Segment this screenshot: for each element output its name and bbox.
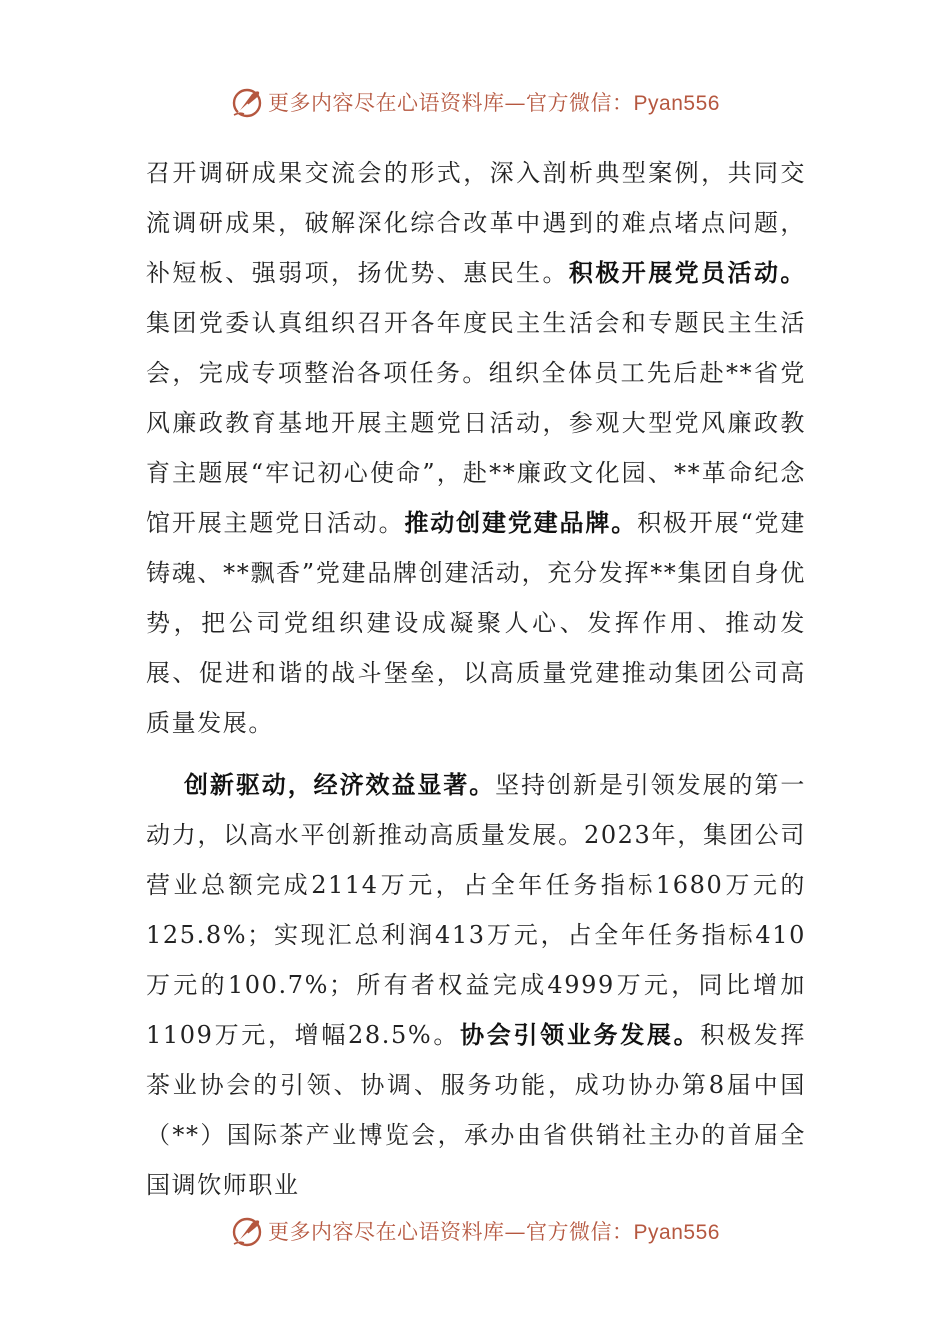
header-wechat-id: Pyan556 [633, 92, 720, 115]
paragraph-party-building [146, 148, 806, 748]
p2-text-1: 坚持创新是引领发展的第一动力，以高水平创新推动高质量发展。2023年，集团公司营业总额完成2114万元，占全年任务指标1680万元的125.8%；实现汇总利润413万元，占全年任务指标410万元的100.7%；所有者权益完成4999万元，同比增加1109万元，增幅28.5%。 [146, 771, 807, 1049]
paragraph-innovation [146, 760, 806, 1210]
header-banner-cn: 更多内容尽在心语资料库—官方微信： [268, 91, 634, 115]
quill-pen-circle-icon [230, 85, 264, 119]
header-banner-text [268, 87, 720, 117]
footer-banner-text [268, 1216, 720, 1246]
footer-wechat-id: Pyan556 [633, 1221, 720, 1244]
header-banner [0, 82, 950, 122]
quill-pen-circle-icon [230, 1214, 264, 1248]
p2-text-2: 积极发挥茶业协会的引领、协调、服务功能，成功协办第8届中国（**）国际茶产业博览会，承办由省供销社主办的首届全国调饮师职业 [146, 1021, 807, 1199]
p1-heading-member-activities: 积极开展党员活动。 [568, 258, 806, 287]
footer-banner [0, 1211, 950, 1251]
document-body [146, 148, 806, 1210]
p1-text-2: 集团党委认真组织召开各年度民主生活会和专题民主生活会，完成专项整治各项任务。组织全体员工先后赴**省党风廉政教育基地开展主题党日活动，参观大型党风廉政教育主题展“牢记初心使命”，赴**廉政文化园、**革命纪念馆开展主题党日活动。 [146, 309, 806, 537]
p1-text-3: 积极开展“党建铸魂、**飘香”党建品牌创建活动，充分发挥**集团自身优势，把公司党组织建设成凝聚人心、发挥作用、推动发展、促进和谐的战斗堡垒，以高质量党建推动集团公司高质量发展。 [146, 509, 806, 737]
p2-heading-association: 协会引领业务发展。 [460, 1020, 701, 1049]
p1-text-1: 召开调研成果交流会的形式，深入剖析典型案例，共同交流调研成果，破解深化综合改革中遇到的难点堵点问题，补短板、强弱项，扬优势、惠民生。 [146, 159, 806, 287]
footer-banner-cn: 更多内容尽在心语资料库—官方微信： [268, 1220, 634, 1244]
p2-heading-innovation: 创新驱动，经济效益显著。 [184, 770, 496, 799]
p1-heading-party-brand: 推动创建党建品牌。 [404, 508, 638, 537]
